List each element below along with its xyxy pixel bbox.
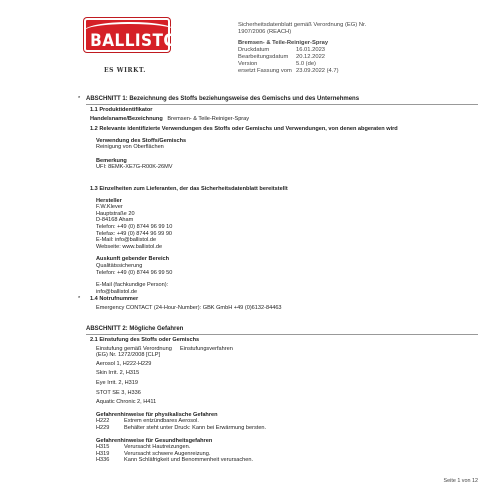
classification-item: Skin Irrit. 2, H315 [96, 370, 140, 377]
hazard-statement: H222 Extrem entzündbares Aerosol. [96, 418, 199, 425]
hazard-statement: H229 Behälter steht unter Druck: Kann bei Erwärmung bersten. [96, 424, 267, 431]
section-divider [86, 104, 478, 105]
manufacturer-line: D-84168 Aham [96, 217, 134, 224]
section-2-1 [86, 337, 478, 464]
classification-item: Aerosol 1, H222-H229 [96, 360, 152, 367]
manufacturer-line: F.W.Klever [96, 204, 123, 211]
subsection-1-3-heading: 1.3 Einzelheiten zum Lieferanten, der das Sicherheitsdatenblatt bereitstellt [90, 186, 288, 192]
section-1-heading: ABSCHNITT 1: Bezeichnung des Stoffs beziehungsweise des Gemischs und des Unternehmens [86, 96, 360, 102]
classification-item: STOT SE 3, H336 [96, 389, 141, 396]
logo-tagline: ES WIRKT. [104, 67, 146, 74]
section-1-2 [86, 126, 478, 171]
header-row-version: Version 5.0 (de) [238, 60, 316, 67]
remark-label: Bemerkung [96, 157, 127, 164]
manufacturer-website: Webseite: www.ballistol.de [96, 243, 163, 250]
section-divider [86, 334, 478, 335]
subsection-1-2-heading: 1.2 Relevante identifizierte Verwendungen des Stoffs oder Gemischs und Verwendungen, von denen abgeraten wird [90, 126, 398, 132]
ballistol-logo [82, 12, 188, 82]
use-label: Verwendung des Stoffs/Gemischs [96, 137, 187, 144]
logo-brand-text: BALLISTOL [90, 31, 188, 51]
section-1 [78, 96, 478, 103]
classification-item: Eye Irrit. 2, H319 [96, 379, 138, 386]
document-title: Sicherheitsdatenblatt gemäß Verordnung (EG) Nr. 1907/2006 (REACH) [238, 22, 367, 36]
section-1-3 [86, 186, 478, 295]
page-number: Seite 1 von 12 [443, 478, 478, 484]
header-row-ersetzt: ersetzt Fassung vom 23.09.2022 (4.7) [238, 67, 339, 74]
hazard-statement: H315 Verursacht Hautreizungen. [96, 444, 191, 451]
document-header [238, 22, 478, 75]
section-2 [86, 326, 478, 333]
info-dept-label: Auskunft gebender Bereich [96, 256, 170, 263]
manufacturer-line: Hauptstraße 20 [96, 210, 135, 217]
header-row-bearbeitungsdatum: Bearbeitungsdatum 20.12.2022 [238, 54, 326, 61]
manufacturer-email: E-Mail: info@ballistol.de [96, 237, 157, 244]
section-1-1 [86, 107, 478, 122]
logo-badge [84, 18, 188, 52]
classification-column: Einstufung gemäß Verordnung (EG) Nr. 1272/2008 [CLP] [96, 345, 172, 359]
ufi-value: UFI: 8EMK-XE7G-R00K-26MV [96, 164, 173, 171]
classification-item: Aquatic Chronic 2, H411 [96, 399, 157, 406]
section-2-heading: ABSCHNITT 2: Mögliche Gefahren [86, 326, 184, 332]
manufacturer-phone: Telefon: +49 (0) 8744 96 99 10 [96, 223, 173, 230]
emergency-contact: Emergency CONTACT (24-Hour-Number): GBK GmbH +49 (0)6132-84463 [96, 304, 282, 311]
physical-hazards-label: Gefahrenhinweise für physikalische Gefahren [96, 411, 218, 418]
change-marker: * [78, 296, 81, 302]
header-row-druckdatum: Druckdatum 16.01.2023 [238, 47, 326, 54]
subsection-2-1-heading: 2.1 Einstufung des Stoffs oder Gemischs [90, 337, 200, 343]
classification-table-header [96, 346, 478, 359]
expert-email-label: E-Mail (fachkundige Person): [96, 282, 169, 289]
hazard-statement: H336 Kann Schläfrigkeit und Benommenheit verursachen. [96, 457, 254, 464]
use-value: Reinigung von Oberflächen [96, 144, 164, 151]
subsection-1-1-heading: 1.1 Produktidentifikator [90, 107, 153, 113]
manufacturer-fax: Telefax: +49 (0) 8744 96 99 90 [96, 230, 173, 237]
change-marker: * [78, 96, 81, 102]
header-product-name: Bremsen- & Teile-Reiniger-Spray [238, 40, 329, 47]
manufacturer-label: Hersteller [96, 197, 122, 204]
hazard-statement: H319 Verursacht schwere Augenreizung. [96, 450, 211, 457]
info-dept-line: Qualitätssicherung [96, 262, 143, 269]
health-hazards-label: Gefahrenhinweise für Gesundheitsgefahren [96, 437, 213, 444]
trade-name-row: Handelsname/Bezeichnung Bremsen- & Teile-Reiniger-Spray [90, 115, 250, 122]
subsection-1-4-heading: 1.4 Notrufnummer [90, 296, 139, 302]
expert-email: info@ballistol.de [96, 288, 138, 295]
procedure-column: Einstufungsverfahren [180, 345, 233, 352]
info-dept-phone: Telefon: +49 (0) 8744 96 99 50 [96, 269, 173, 276]
section-1-4 [78, 296, 478, 311]
